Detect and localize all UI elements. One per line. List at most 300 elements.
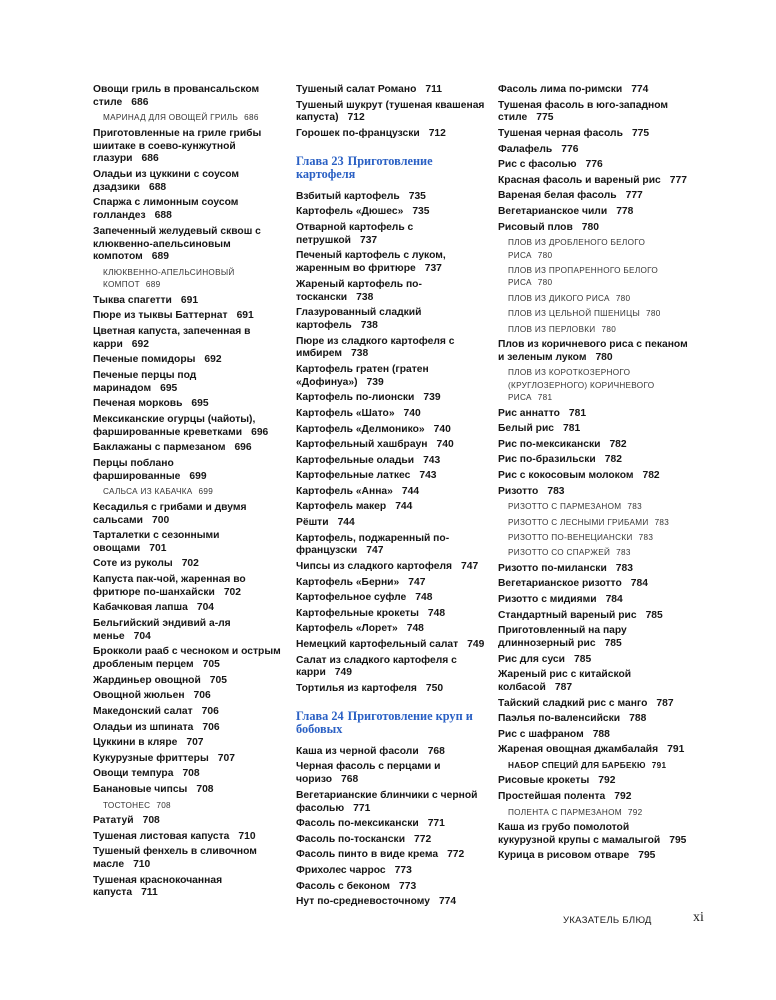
entry-title: Фалафель	[498, 143, 553, 155]
chapter-heading	[296, 710, 488, 736]
entry-page-number: 691	[180, 294, 199, 306]
entry-page-number: 740	[433, 423, 451, 435]
index-entry	[93, 675, 283, 688]
index-entry	[498, 850, 688, 863]
index-entry	[93, 706, 283, 719]
entry-page-number: 707	[217, 752, 235, 764]
entry-page-number: 783	[654, 517, 670, 527]
entry-page-number: 795	[638, 850, 656, 862]
index-entry	[296, 501, 488, 514]
entry-page-number: 699	[198, 487, 214, 497]
index-entry	[296, 517, 488, 530]
index-entry	[296, 336, 488, 362]
index-subentry	[498, 547, 688, 559]
index-column-3	[498, 84, 688, 866]
entry-title: Баклажаны с пармезаном	[93, 442, 226, 454]
entry-title: Запеченный желудевый сквош с клюквенно-апельсиновым компотом	[93, 225, 261, 263]
entry-title: Цуккини в кляре	[93, 737, 178, 749]
index-entry	[93, 442, 283, 455]
entry-title: Картофель по-лионски	[296, 392, 415, 404]
entry-page-number: 696	[234, 442, 252, 454]
index-entry	[93, 370, 283, 396]
index-entry	[93, 398, 283, 411]
index-entry	[498, 625, 688, 651]
entry-title: ТОСТОНЕС	[103, 800, 151, 810]
index-entry	[93, 502, 283, 528]
entry-title: ПЛОВ ИЗ ЦЕЛЬНОЙ ПШЕНИЦЫ	[508, 309, 641, 319]
index-subentry	[498, 501, 688, 513]
entry-title: Тушеный салат Романо	[296, 84, 417, 95]
index-entry	[498, 423, 688, 436]
index-subentry	[498, 308, 688, 320]
entry-title: Спаржа с лимонным соусом голландез	[93, 197, 239, 222]
index-entry	[296, 639, 488, 652]
entry-title: Капуста пак-чой, жаренная во фритюре по-шанхайски	[93, 574, 246, 598]
index-entry	[498, 578, 688, 591]
entry-title: Рёшти	[296, 517, 329, 529]
entry-page-number: 744	[401, 485, 420, 497]
entry-title: Тортилья из картофеля	[296, 683, 417, 694]
index-entry	[498, 610, 688, 623]
index-subentry	[93, 267, 283, 292]
entry-title: Брокколи рааб с чесноком и острым дробленым перцем	[93, 646, 281, 671]
entry-title: Картофель «Делмонико»	[296, 423, 425, 435]
index-entry	[93, 753, 283, 766]
entry-page-number: 784	[630, 578, 648, 590]
entry-page-number: 783	[638, 532, 654, 542]
entry-title: ПОЛЕНТА С ПАРМЕЗАНОМ	[508, 807, 622, 817]
entry-title: Фрихолес чаррос	[296, 864, 386, 876]
index-entry	[296, 834, 488, 847]
entry-title: Стандартный вареный рис	[498, 609, 637, 621]
entry-title: Рататуй	[93, 815, 134, 826]
index-entry	[498, 470, 688, 483]
entry-page-number: 772	[447, 849, 465, 861]
entry-title: Рисовые крокеты	[498, 775, 590, 787]
index-entry	[498, 486, 688, 499]
index-entry	[296, 623, 488, 636]
entry-title: Каша из грубо помолотой кукурузной крупы с мамалыгой	[498, 821, 661, 846]
entry-page-number: 696	[251, 426, 269, 438]
entry-page-number: 781	[568, 407, 587, 419]
entry-page-number: 791	[651, 760, 667, 770]
entry-title: Отварной картофель с петрушкой	[296, 221, 414, 246]
entry-title: ПЛОВ ИЗ ДИКОГО РИСА	[508, 293, 610, 303]
entry-page-number: 747	[366, 545, 384, 557]
entry-title: Салат из сладкого картофеля с карри	[296, 654, 457, 679]
index-subentry	[498, 265, 688, 290]
index-entry	[296, 222, 488, 248]
index-entry	[296, 455, 488, 468]
entry-title: Картофель «Шато»	[296, 407, 395, 419]
entry-title: Рис по-мексикански	[498, 438, 601, 450]
entry-title: Картофель, поджаренный по-французски	[296, 532, 450, 557]
entry-page-number: 701	[149, 542, 167, 554]
chapter-title: Приготовление картофеля	[296, 153, 433, 181]
entry-title: МАРИНАД ДЛЯ ОВОЩЕЙ ГРИЛЬ	[103, 113, 239, 123]
entry-page-number: 707	[186, 737, 204, 749]
entry-title: Рисовый плов	[498, 221, 573, 233]
entry-page-number: 708	[182, 768, 200, 780]
index-entry	[498, 439, 688, 452]
index-entry	[296, 577, 488, 590]
index-entry	[93, 737, 283, 750]
index-entry	[93, 295, 283, 308]
index-entry	[93, 530, 283, 556]
entry-title: Взбитый картофель	[296, 190, 400, 202]
entry-title: Картофель гратен (гратен «Дофинуа»)	[296, 363, 429, 388]
entry-page-number: 777	[625, 190, 643, 202]
entry-page-number: 710	[133, 858, 151, 870]
index-entry	[296, 100, 488, 126]
entry-page-number: 775	[536, 112, 554, 124]
chapter-label: Глава 24	[296, 708, 344, 723]
index-entry	[296, 790, 488, 816]
entry-page-number: 780	[595, 351, 613, 363]
entry-title: Тайский сладкий рис с манго	[498, 697, 648, 709]
entry-title: Овощной жюльен	[93, 690, 185, 702]
entry-page-number: 788	[629, 713, 647, 725]
entry-title: Кабачковая лапша	[93, 602, 188, 614]
entry-page-number: 783	[615, 562, 633, 574]
index-entry	[498, 822, 688, 848]
entry-page-number: 785	[604, 637, 622, 649]
entry-title: Печеная морковь	[93, 398, 183, 410]
entry-title: САЛЬСА ИЗ КАБАЧКА	[103, 487, 193, 497]
entry-page-number: 711	[141, 887, 158, 899]
index-entry	[296, 408, 488, 421]
index-entry	[296, 881, 488, 894]
entry-page-number: 768	[427, 745, 445, 757]
index-entry	[93, 646, 283, 672]
index-entry	[93, 831, 283, 844]
entry-page-number: 792	[614, 790, 632, 802]
entry-page-number: 737	[424, 263, 442, 275]
index-subentry	[498, 293, 688, 305]
entry-page-number: 771	[427, 818, 445, 830]
index-entry	[498, 454, 688, 467]
entry-title: Рис с фасолью	[498, 159, 577, 171]
entry-title: Картофель «Анна»	[296, 485, 393, 497]
entry-title: Приготовленные на гриле грибы шиитаке в соево-кунжутной глазури	[93, 127, 262, 165]
entry-page-number: 686	[131, 96, 149, 108]
index-entry	[296, 655, 488, 681]
entry-page-number: 692	[204, 354, 222, 366]
index-subentry	[498, 532, 688, 544]
entry-title: Печеные помидоры	[93, 354, 196, 366]
entry-title: Приготовленный на пару длиннозерный рис	[498, 625, 627, 649]
index-entry	[296, 608, 488, 621]
entry-page-number: 788	[592, 728, 610, 740]
entry-title: Печеные перцы под маринадом	[93, 369, 197, 394]
index-entry	[93, 310, 283, 323]
entry-page-number: 689	[145, 280, 161, 290]
entry-title: РИЗОТТО ПО-ВЕНЕЦИАНСКИ	[508, 532, 633, 542]
index-entry	[498, 713, 688, 726]
entry-page-number: 692	[131, 338, 149, 350]
running-footer-section: УКАЗАТЕЛЬ БЛЮД	[563, 915, 652, 926]
index-entry	[498, 84, 688, 97]
index-entry	[93, 574, 283, 600]
entry-title: Жареный картофель по-тоскански	[296, 278, 422, 303]
index-entry	[498, 791, 688, 804]
entry-title: Немецкий картофельный салат	[296, 639, 459, 651]
entry-page-number: 780	[581, 221, 599, 233]
index-subentry	[498, 760, 688, 772]
entry-page-number: 780	[646, 309, 661, 319]
entry-page-number: 706	[202, 721, 220, 733]
entry-title: Паэлья по-валенсийски	[498, 713, 621, 725]
entry-title: Горошек по-французски	[296, 127, 420, 139]
entry-page-number: 704	[196, 602, 215, 614]
entry-page-number: 780	[537, 278, 553, 288]
index-column-2	[296, 84, 488, 912]
index-entry	[498, 128, 688, 141]
entry-title: Картофель «Дюшес»	[296, 206, 404, 218]
index-entry	[498, 144, 688, 157]
index-subentry	[498, 367, 688, 404]
index-subentry	[498, 237, 688, 262]
entry-title: Фасоль по-мексикански	[296, 818, 419, 830]
entry-page-number: 747	[408, 576, 426, 588]
index-entry	[296, 761, 488, 787]
index-entry	[93, 197, 283, 223]
index-entry	[93, 354, 283, 367]
entry-page-number: 735	[408, 190, 426, 202]
entry-page-number: 708	[142, 815, 160, 826]
entry-page-number: 782	[642, 469, 660, 481]
index-entry	[296, 206, 488, 219]
entry-title: Картофельное суфле	[296, 592, 407, 604]
entry-title: Жареный рис с китайской колбасой	[498, 669, 632, 693]
index-entry	[93, 846, 283, 872]
entry-title: Тушеный фенхель в сливочном масле	[93, 846, 257, 870]
index-entry	[296, 279, 488, 305]
entry-title: Тушеная листовая капуста	[93, 830, 230, 842]
index-entry	[296, 307, 488, 333]
index-entry	[93, 128, 283, 166]
entry-title: Картофельный хашбраун	[296, 439, 428, 451]
entry-page-number: 695	[160, 382, 178, 394]
entry-title: Тарталетки с сезонными овощами	[93, 530, 220, 554]
entry-page-number: 781	[563, 423, 581, 435]
index-entry	[93, 784, 283, 797]
entry-page-number: 689	[151, 251, 169, 263]
index-entry	[296, 561, 488, 574]
index-entry	[296, 364, 488, 390]
index-entry	[296, 746, 488, 759]
entry-page-number: 785	[574, 653, 592, 665]
entry-title: Печеный картофель с луком, жаренным во фритюре	[296, 250, 446, 275]
index-entry	[93, 558, 283, 571]
entry-page-number: 792	[627, 807, 643, 817]
entry-page-number: 747	[461, 561, 479, 573]
index-subentry	[498, 324, 688, 336]
entry-page-number: 787	[554, 681, 573, 693]
entry-title: ПЛОВ ИЗ ПРОПАРЕННОГО БЕЛОГО РИСА	[508, 265, 659, 288]
index-entry	[296, 392, 488, 405]
entry-title: ПЛОВ ИЗ ПЕРЛОВКИ	[508, 324, 596, 334]
entry-page-number: 739	[366, 376, 384, 388]
index-entry	[93, 226, 283, 264]
index-entry	[296, 128, 488, 141]
entry-page-number: 775	[631, 127, 650, 139]
entry-title: Простейшая полента	[498, 790, 606, 802]
entry-page-number: 768	[341, 774, 359, 786]
entry-title: Банановые чипсы	[93, 784, 188, 795]
entry-title: Белый рис	[498, 423, 554, 435]
entry-title: Оладьи из шпината	[93, 721, 194, 733]
index-subentry	[93, 112, 283, 124]
index-entry	[498, 669, 688, 695]
entry-title: Соте из руколы	[93, 558, 173, 570]
index-entry	[498, 729, 688, 742]
index-entry	[498, 206, 688, 219]
entry-title: НАБОР СПЕЦИЙ ДЛЯ БАРБЕКЮ	[508, 760, 646, 770]
entry-page-number: 706	[193, 690, 211, 702]
entry-title: Ризотто с мидиями	[498, 593, 597, 605]
entry-title: ПЛОВ ИЗ ДРОБЛЕНОГО БЕЛОГО РИСА	[508, 238, 646, 260]
entry-page-number: 699	[189, 470, 207, 482]
entry-page-number: 780	[601, 324, 617, 334]
index-entry	[93, 414, 283, 440]
entry-title: Тыква спагетти	[93, 294, 172, 306]
entry-title: Оладьи из цуккини с соусом дзадзики	[93, 168, 240, 193]
entry-page-number: 748	[427, 607, 446, 619]
index-subentry	[498, 807, 688, 819]
entry-title: Овощи темпура	[93, 768, 174, 780]
entry-page-number: 749	[467, 639, 485, 651]
entry-page-number: 702	[181, 558, 199, 570]
index-entry	[498, 190, 688, 203]
index-entry	[296, 818, 488, 831]
entry-page-number: 700	[151, 514, 170, 526]
entry-title: Курица в рисовом отваре	[498, 850, 630, 862]
index-entry	[498, 222, 688, 235]
entry-page-number: 795	[669, 834, 687, 846]
entry-page-number: 744	[395, 501, 413, 513]
entry-page-number: 784	[605, 593, 623, 605]
entry-title: Пюре из сладкого картофеля с имбирем	[296, 335, 455, 360]
entry-page-number: 780	[537, 250, 553, 260]
entry-title: Черная фасоль с перцами и чоризо	[296, 761, 441, 786]
index-entry	[296, 592, 488, 605]
entry-page-number: 695	[191, 398, 209, 410]
entry-title: РИЗОТТО С ЛЕСНЫМИ ГРИБАМИ	[508, 517, 649, 527]
entry-page-number: 740	[403, 407, 421, 419]
entry-page-number: 773	[394, 864, 412, 876]
entry-page-number: 782	[609, 438, 627, 450]
entry-page-number: 783	[616, 548, 631, 558]
entry-page-number: 785	[645, 609, 663, 621]
entry-title: Плов из коричневого риса с пеканом и зеленым луком	[498, 338, 688, 363]
entry-page-number: 738	[356, 291, 374, 303]
entry-page-number: 749	[334, 667, 352, 679]
index-entry	[93, 875, 283, 901]
entry-page-number: 771	[353, 802, 371, 814]
entry-page-number: 781	[537, 393, 553, 403]
entry-page-number: 772	[414, 833, 432, 845]
index-entry	[498, 654, 688, 667]
entry-title: Вегетарианские блинчики с черной фасолью	[296, 789, 478, 814]
entry-title: КЛЮКВЕННО-АПЕЛЬСИНОВЫЙ КОМПОТ	[103, 267, 235, 290]
entry-page-number: 773	[398, 880, 417, 892]
entry-page-number: 702	[223, 586, 241, 598]
chapter-title: Приготовление круп и бобовых	[296, 708, 473, 736]
index-entry	[498, 594, 688, 607]
entry-title: Тушеная черная фасоль	[498, 127, 623, 139]
entry-page-number: 778	[616, 205, 634, 217]
entry-page-number: 735	[412, 206, 430, 218]
index-entry	[498, 408, 688, 421]
entry-title: Вегетарианское чили	[498, 205, 608, 217]
index-entry	[498, 563, 688, 576]
entry-page-number: 737	[359, 234, 378, 246]
index-entry	[93, 690, 283, 703]
index-entry	[296, 424, 488, 437]
entry-page-number: 783	[547, 485, 565, 497]
index-entry	[93, 84, 283, 110]
entry-page-number: 706	[201, 706, 219, 718]
entry-title: Рис с шафраном	[498, 728, 584, 740]
entry-page-number: 787	[656, 697, 674, 709]
entry-page-number: 750	[425, 683, 444, 694]
entry-page-number: 704	[133, 630, 151, 642]
entry-title: Ризотто по-милански	[498, 562, 607, 574]
index-entry	[296, 439, 488, 452]
index-entry	[93, 458, 283, 484]
index-entry	[296, 84, 488, 97]
entry-title: Пюре из тыквы Баттернат	[93, 310, 228, 322]
index-entry	[296, 250, 488, 276]
entry-page-number: 780	[615, 293, 631, 303]
entry-title: Мексиканские огурцы (чайоты), фаршированные креветками	[93, 413, 256, 438]
entry-title: Бельгийский эндивий а-ля меньe	[93, 618, 231, 642]
entry-title: Вегетарианское ризотто	[498, 578, 622, 590]
entry-page-number: 792	[598, 775, 616, 787]
index-entry	[296, 896, 488, 909]
entry-page-number: 708	[196, 784, 214, 795]
entry-title: Нут по-средневосточному	[296, 896, 430, 908]
entry-title: Тушеный шукрут (тушеная квашеная капуста)	[296, 99, 485, 124]
entry-title: Чипсы из сладкого картофеля	[296, 561, 452, 573]
entry-page-number: 791	[667, 744, 685, 756]
entry-title: Тушеная фасоль в юго-западном стиле	[498, 99, 669, 124]
entry-title: Красная фасоль и вареный рис	[498, 174, 661, 186]
index-entry	[498, 339, 688, 365]
index-entry	[93, 326, 283, 352]
index-subentry	[498, 517, 688, 529]
entry-title: Овощи гриль в провансальском стиле	[93, 84, 260, 108]
entry-title: Картофель «Берни»	[296, 576, 400, 588]
entry-title: Перцы поблано фаршированные	[93, 457, 181, 482]
entry-page-number: 740	[436, 439, 454, 451]
entry-page-number: 705	[202, 659, 220, 671]
entry-page-number: 705	[209, 674, 227, 686]
entry-page-number: 782	[604, 454, 622, 466]
entry-title: Фасоль пинто в виде крема	[296, 849, 439, 861]
entry-title: Жардиньер овощной	[93, 674, 201, 686]
entry-page-number: 686	[244, 113, 259, 123]
entry-page-number: 777	[669, 174, 687, 186]
entry-title: Кесадилья с грибами и двумя сальсами	[93, 501, 247, 526]
entry-title: Македонский салат	[93, 706, 193, 718]
index-entry	[296, 683, 488, 696]
entry-page-number: 711	[425, 84, 442, 95]
entry-title: Глазурованный сладкий картофель	[296, 307, 422, 331]
entry-page-number: 712	[347, 112, 365, 124]
index-entry	[93, 618, 283, 644]
